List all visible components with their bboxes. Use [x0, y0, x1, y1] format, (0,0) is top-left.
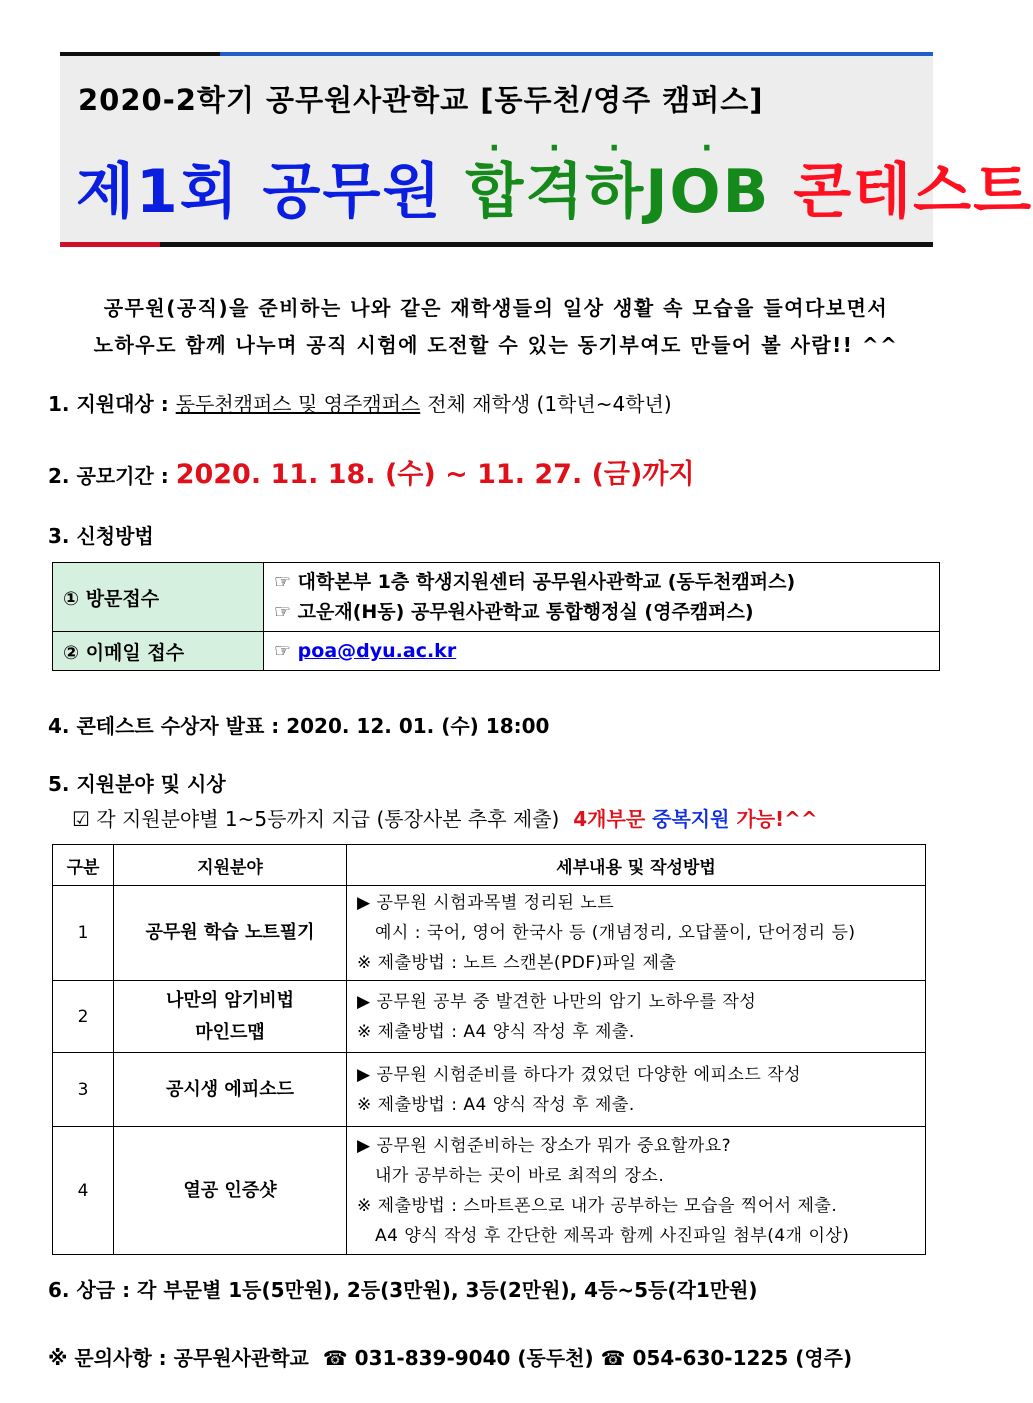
- contact-phone-2: ☎ 054-630-1225 (영주): [600, 1346, 853, 1370]
- section-1-label: 1. 지원대상 :: [48, 392, 169, 416]
- contact-phone-1: ☎ 031-839-9040 (동두천): [322, 1346, 594, 1370]
- row-field-line: 열공 인증샷: [183, 1179, 277, 1201]
- table-row: [53, 886, 926, 981]
- detail-line: 예시 : 국어, 영어 한국사 등 (개념정리, 오답풀이, 단어정리 등): [375, 923, 856, 943]
- title-char-3: 하: [585, 157, 646, 227]
- title-char-1: 합: [465, 157, 526, 227]
- row-no: 1: [53, 886, 114, 981]
- banner-subtitle: 2020-2학기 공무원사관학교 [동두천/영주 캠퍼스]: [78, 83, 764, 117]
- row-detail: [347, 981, 926, 1053]
- section-5-label: 5. 지원분야 및 시상: [48, 772, 226, 796]
- row-field: [114, 1127, 347, 1255]
- title-char-2: 격: [525, 157, 586, 227]
- pointer-icon: ☞: [274, 640, 292, 662]
- method-email: ② 이메일 접수: [53, 632, 264, 671]
- section-5-note: [72, 803, 818, 832]
- title-part3: 콘테스트: [793, 157, 1033, 227]
- detail-line: 내가 공부하는 곳이 바로 최적의 장소.: [375, 1165, 665, 1186]
- table-row: [53, 1053, 926, 1127]
- header-no: 구분: [53, 845, 114, 886]
- section-6-label: 6. 상금 : 각 부문별 1등(5만원), 2등(3만원), 3등(2만원), 4등~5등(각1만원): [48, 1278, 758, 1302]
- header-detail: 세부내용 및 작성방법: [347, 845, 926, 886]
- section-3-label: 3. 신청방법: [48, 524, 154, 548]
- row-detail: [347, 1127, 926, 1255]
- section-5-note-text: ☑ 각 지원분야별 1~5등까지 지급 (통장사본 추후 제출): [72, 807, 560, 831]
- title-part2: [465, 157, 770, 227]
- table-header-row: [53, 845, 926, 886]
- section-1-rest: 전체 재학생 (1학년~4학년): [427, 392, 672, 416]
- row-field-line: 공시생 에피소드: [166, 1078, 294, 1100]
- section-2: [48, 452, 695, 491]
- table-row: [53, 563, 940, 632]
- detail-line: ▶ 공무원 공부 중 발견한 나만의 암기 노하우를 작성: [357, 991, 757, 1012]
- title-char-4: · JOB: [645, 157, 770, 227]
- method-visit: ① 방문접수: [53, 563, 264, 632]
- section-1: [48, 388, 672, 417]
- detail-line: ※ 제출방법 : A4 양식 작성 후 제출.: [357, 1021, 635, 1042]
- banner-top-accent: [60, 52, 220, 56]
- detail-line: ※ 제출방법 : 스마트폰으로 내가 공부하는 모습을 찍어서 제출.: [357, 1195, 838, 1216]
- title-part1: 제1회 공무원: [76, 157, 443, 227]
- banner-bottom-accent: [60, 242, 160, 247]
- banner-title: [76, 144, 1033, 230]
- row-field: [114, 886, 347, 981]
- detail-line: ▶ 공무원 시험과목별 정리된 노트: [357, 893, 615, 913]
- row-field-line: 공무원 학습 노트필기: [145, 922, 315, 943]
- contact-label: ※ 문의사항 : 공무원사관학교: [48, 1346, 309, 1370]
- table-row: [53, 981, 926, 1053]
- detail-line: A4 양식 작성 후 간단한 제목과 함께 사진파일 첨부(4개 이상): [375, 1225, 850, 1246]
- intro-line-1: 공무원(공직)을 준비하는 나와 같은 재학생들의 일상 생활 속 모습을 들여다보면서: [103, 296, 889, 320]
- method-visit-detail: [264, 563, 940, 632]
- section-2-label: 2. 공모기간 :: [48, 464, 169, 488]
- section-4-label: 4. 콘테스트 수상자 발표 : 2020. 12. 01. (수) 18:00: [48, 714, 550, 738]
- apply-method-table: [52, 562, 940, 671]
- section-1-target: 동두천캠퍼스 및 영주캠퍼스: [175, 392, 421, 416]
- method-email-detail: [264, 632, 940, 671]
- row-field: [114, 1053, 347, 1127]
- row-field: [114, 981, 347, 1053]
- row-field-line: 나만의 암기비법: [166, 989, 294, 1011]
- row-detail: [347, 1053, 926, 1127]
- detail-line: ▶ 공무원 시험준비하는 장소가 뭐가 중요할까요?: [357, 1135, 732, 1156]
- section-5-note-red2: 가능!^^: [736, 807, 818, 831]
- row-field-line: 마인드맵: [195, 1021, 265, 1043]
- detail-line: ▶ 공무원 시험준비를 하다가 겼었던 다양한 에피소드 작성: [357, 1064, 802, 1085]
- detail-line: ※ 제출방법 : A4 양식 작성 후 제출.: [357, 1094, 635, 1115]
- table-row: [53, 1127, 926, 1255]
- row-no: 4: [53, 1127, 114, 1255]
- header-banner: [60, 52, 1033, 247]
- header-field: 지원분야: [114, 845, 347, 886]
- contact-line: [48, 1342, 852, 1371]
- row-detail: [347, 886, 926, 981]
- detail-line: ※ 제출방법 : 노트 스캔본(PDF)파일 제출: [357, 953, 677, 973]
- visit-line-1: ☞ 대학본부 1층 학생지원센터 공무원사관학교 (동두천캠퍼스): [274, 571, 796, 593]
- prize-table: [52, 844, 926, 1255]
- email-link[interactable]: poa@dyu.ac.kr: [297, 640, 457, 662]
- section-2-period: 2020. 11. 18. (수) ~ 11. 27. (금)까지: [175, 459, 695, 490]
- row-no: 3: [53, 1053, 114, 1127]
- intro-line-2: 노하우도 함께 나누며 공직 시험에 도전할 수 있는 동기부여도 만들어 볼 사람!! ^^: [93, 333, 899, 357]
- section-5-note-red1: 4개부문: [573, 807, 646, 831]
- visit-line-2: ☞ 고운재(H동) 공무원사관학교 통합행정실 (영주캠퍼스): [274, 601, 754, 623]
- section-5-note-blue: 중복지원: [652, 807, 730, 831]
- row-no: 2: [53, 981, 114, 1053]
- table-row: [53, 632, 940, 671]
